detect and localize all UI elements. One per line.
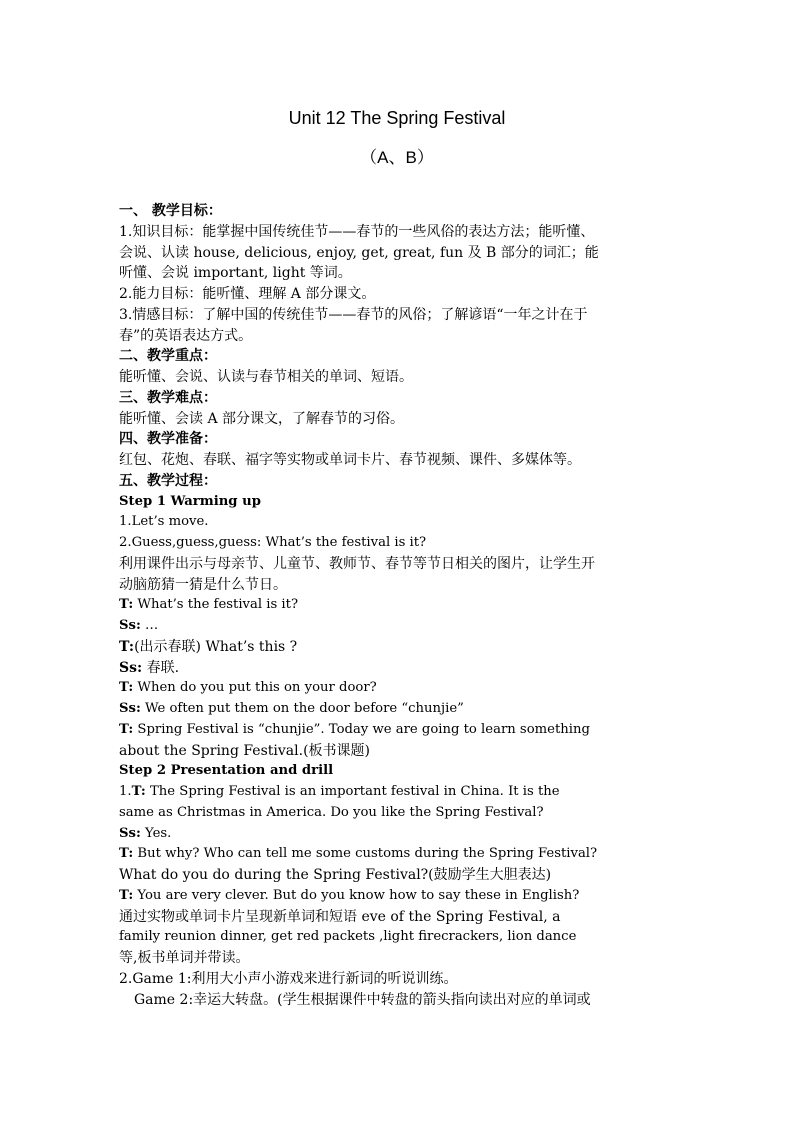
speaker-label: T: xyxy=(119,597,134,613)
dialog-line xyxy=(119,658,664,679)
text-line: 会说、认读 house, delicious, enjoy, get, great, fun 及 B 部分的词汇；能 xyxy=(119,244,599,261)
dialog-text: You are very clever. But do you know how to say these in English? xyxy=(133,887,580,903)
text-line: What do you do during the Spring Festival?(鼓励学生大胆表达) xyxy=(119,867,552,883)
dialog-text: What’s the festival is it? xyxy=(133,597,299,613)
text-line: 动脑筋猜一猜是什么节日。 xyxy=(119,576,287,593)
text-line: 通过实物或单词卡片呈现新单词和短语 eve of the Spring Festival, a xyxy=(119,908,561,925)
dialog-text: (出示春联) What’s this ? xyxy=(134,638,298,655)
dialog-text: The Spring Festival is an important festival in China. It is the xyxy=(145,784,560,799)
dialog-text: We often put them on the door before “chunjie” xyxy=(140,701,464,716)
dialog-line xyxy=(119,720,664,741)
lesson-plan-body xyxy=(119,201,664,1010)
speaker-label: T: xyxy=(119,680,134,696)
text-line: 等,板书单词并带读。 xyxy=(119,950,250,966)
speaker-label: T: xyxy=(131,784,146,799)
page-title: Unit 12 The Spring Festival xyxy=(288,108,506,128)
section-heading: 五、教学过程： xyxy=(119,472,217,489)
dialog-text: But why? Who can tell me some customs during the Spring Festival? xyxy=(133,846,598,862)
dialog-line xyxy=(119,616,664,637)
dialog-line xyxy=(119,886,664,907)
text-line: 2.能力目标：能听懂、理解 A 部分课文。 xyxy=(119,286,376,302)
section-heading: Step 2 Presentation and drill xyxy=(119,763,334,779)
section-heading: 三、教学难点： xyxy=(119,389,217,406)
section-heading: 四、教学准备： xyxy=(119,431,217,448)
section-heading: Step 1 Warming up xyxy=(119,493,261,509)
dialog-text: Spring Festival is “chunjie”. Today we are going to learn something xyxy=(133,721,590,737)
dialog-text: Yes. xyxy=(140,825,172,841)
text-line: 2.Guess,guess,guess: What’s the festival is it? xyxy=(119,535,427,550)
text-line: family reunion dinner, get red packets ,light firecrackers, lion dance xyxy=(119,929,577,945)
text-line: 红包、花炮、春联、福字等实物或单词卡片、春节视频、课件、多媒体等。 xyxy=(119,452,581,468)
speaker-label: T: xyxy=(119,638,135,655)
page-subtitle: （A、B） xyxy=(360,148,434,167)
speaker-label: Ss: xyxy=(119,659,143,676)
text-line: 2.Game 1:利用大小声小游戏来进行新词的听说训练。 xyxy=(119,970,458,987)
dialog-line xyxy=(119,699,664,720)
text-line: 能听懂、会读 A 部分课文，了解春节的习俗。 xyxy=(119,410,405,427)
section-heading: 一、 教学目标： xyxy=(119,203,222,219)
dialog-line xyxy=(119,844,664,865)
dialog-text: 春联. xyxy=(142,659,180,676)
speaker-label: Ss: xyxy=(119,701,141,716)
item-number: 1. xyxy=(119,784,132,799)
dialog-line xyxy=(119,595,664,616)
speaker-label: Ss: xyxy=(119,618,141,633)
speaker-label: T: xyxy=(119,887,134,903)
section-heading: 二、教学重点： xyxy=(119,348,217,365)
dialog-text: When do you put this on your door? xyxy=(133,680,377,696)
text-line: 3.情感目标：了解中国的传统佳节——春节的风俗；了解谚语“一年之计在于 xyxy=(119,306,588,323)
dialog-line xyxy=(119,678,664,699)
text-line: Game 2:幸运大转盘。(学生根据课件中转盘的箭头指向读出对应的单词或 xyxy=(134,991,591,1008)
text-line: 1.Let’s move. xyxy=(119,514,209,530)
text-line: 利用课件出示与母亲节、儿童节、教师节、春节等节日相关的图片，让学生开 xyxy=(119,555,595,572)
dialog-text: … xyxy=(140,618,159,633)
dialog-line xyxy=(119,782,664,803)
speaker-label: T: xyxy=(119,846,134,862)
speaker-label: T: xyxy=(119,721,134,737)
text-line: same as Christmas in America. Do you like the Spring Festival? xyxy=(119,804,544,820)
speaker-label: Ss: xyxy=(119,825,141,841)
text-line: 1.知识目标：能掌握中国传统佳节——春节的一些风俗的表达方法；能听懂、 xyxy=(119,223,595,240)
dialog-line xyxy=(119,824,664,845)
text-line: about the Spring Festival.(板书课题) xyxy=(119,742,370,759)
dialog-line xyxy=(119,637,664,658)
text-line: 春”的英语表达方式。 xyxy=(119,327,253,344)
text-line: 能听懂、会说、认读与春节相关的单词、短语。 xyxy=(119,369,413,385)
text-line: 听懂、会说 important, light 等词。 xyxy=(119,265,352,282)
